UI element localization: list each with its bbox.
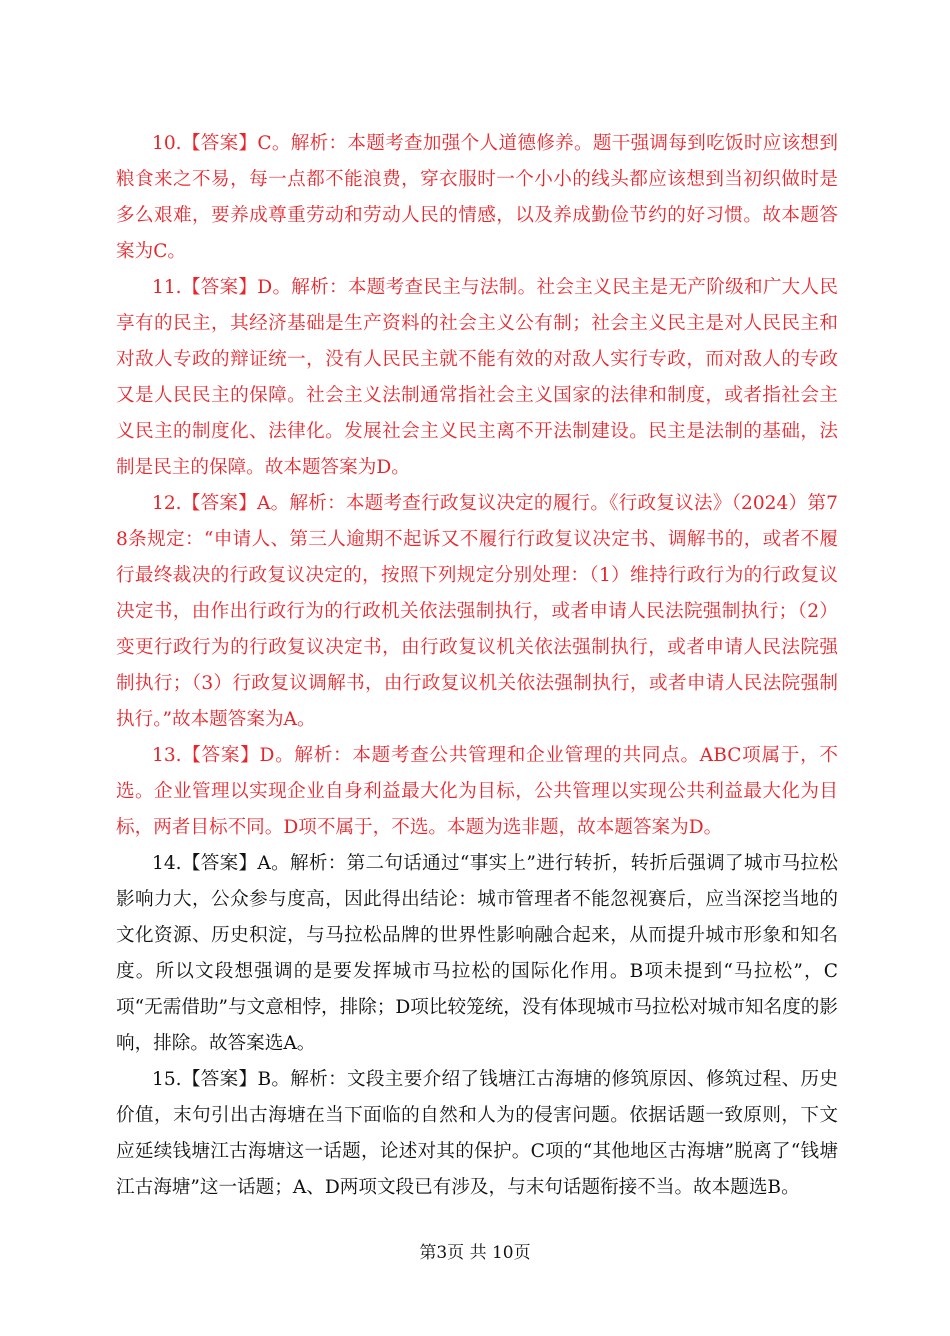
answer-content — [116, 126, 838, 1206]
answer-paragraph-14: 14.【答案】A。解析：第二句话通过“事实上”进行转折，转折后强调了城市马拉松影响力大，公众参与度高，因此得出结论：城市管理者不能忽视赛后，应当深挖当地的文化资源、历史积淀，与马拉松品牌的世界性影响融合起来，从而提升城市形象和知名度。所以文段想强调的是要发挥城市马拉松的国际化作用。B项未提到“马拉松”，C项“无需借助”与文意相悖，排除；D项比较笼统，没有体现城市马拉松对城市知名度的影响，排除。故答案选A。 — [116, 853, 838, 1054]
answer-paragraph-11: 11.【答案】D。解析：本题考查民主与法制。社会主义民主是无产阶级和广大人民享有的民主，其经济基础是生产资料的社会主义公有制；社会主义民主是对人民民主和对敌人专政的辩证统一，没有人民民主就不能有效的对敌人实行专政，而对敌人的专政又是人民民主的保障。社会主义法制通常指社会主义国家的法律和制度，或者指社会主义民主的制度化、法律化。发展社会主义民主离不开法制建设。民主是法制的基础，法制是民主的保障。故本题答案为D。 — [116, 277, 838, 478]
answer-paragraph-12: 12.【答案】A。解析：本题考查行政复议决定的履行。《行政复议法》（2024）第78条规定：“申请人、第三人逾期不起诉又不履行行政复议决定书、调解书的，或者不履行最终裁决的行政复议决定的，按照下列规定分别处理：（1）维持行政行为的行政复议决定书，由作出行政行为的行政机关依法强制执行，或者申请人民法院强制执行；（2）变更行政行为的行政复议决定书，由行政复议机关依法强制执行，或者申请人民法院强制执行；（3）行政复议调解书，由行政复议机关依法强制执行，或者申请人民法院强制执行。”故本题答案为A。 — [116, 493, 838, 730]
answer-paragraph-13: 13.【答案】D。解析：本题考查公共管理和企业管理的共同点。ABC项属于，不选。企业管理以实现企业自身利益最大化为目标，公共管理以实现公共利益最大化为目标，两者目标不同。D项不属于，不选。本题为选非题，故本题答案为D。 — [116, 745, 838, 838]
answer-paragraph-15: 15.【答案】B。解析：文段主要介绍了钱塘江古海塘的修筑原因、修筑过程、历史价值，末句引出古海塘在当下面临的自然和人为的侵害问题。依据话题一致原则，下文应延续钱塘江古海塘这一话题，论述对其的保护。C项的“其他地区古海塘”脱离了“钱塘江古海塘”这一话题；A、D两项文段已有涉及，与末句话题衔接不当。故本题选B。 — [116, 1069, 838, 1198]
answer-paragraph-10: 10.【答案】C。解析：本题考查加强个人道德修养。题干强调每到吃饭时应该想到粮食来之不易，每一点都不能浪费，穿衣服时一个小小的线头都应该想到当初织做时是多么艰难，要养成尊重劳动和劳动人民的情感，以及养成勤俭节约的好习惯。故本题答案为C。 — [116, 133, 838, 262]
page-number: 第3页 共 10页 — [419, 1243, 531, 1263]
